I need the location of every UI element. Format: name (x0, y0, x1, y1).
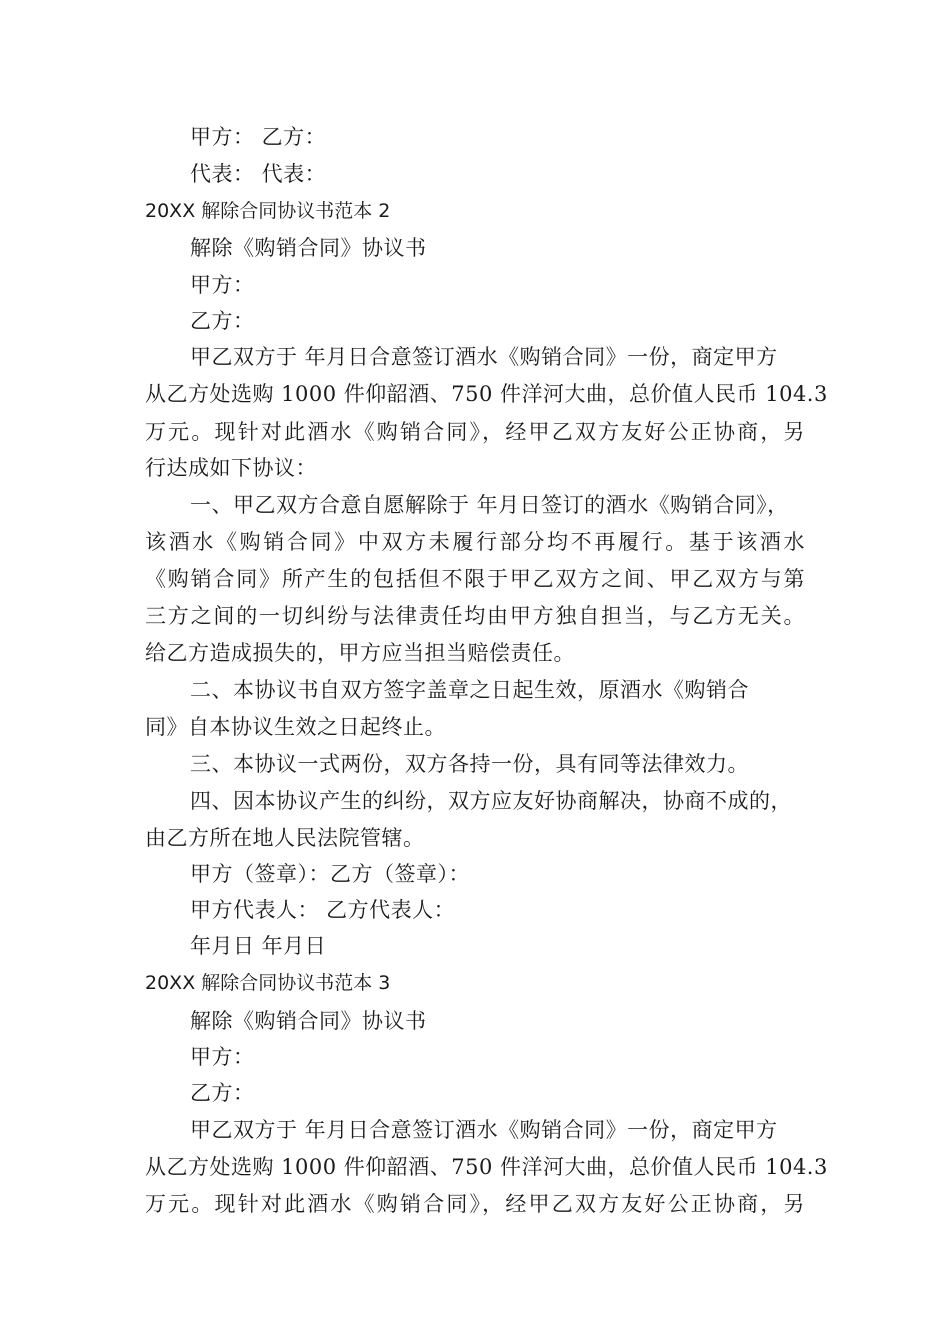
party-b-line: 乙方： (190, 1081, 255, 1105)
clause-1-line: 三方之间的一切纠纷与法律责任均由甲方独自担当，与乙方无关。 (145, 604, 805, 628)
clause-2-line: 同》自本协议生效之日起终止。 (145, 715, 446, 739)
party-b-line: 乙方： (190, 309, 255, 333)
party-a-line: 甲方： (190, 273, 255, 297)
signature-representatives-line: 代表： 代表： (190, 162, 327, 186)
paragraph-line: 从乙方处选购 1000 件仰韶酒、750 件洋河大曲，总价值人民币 104.3 (145, 1155, 828, 1179)
paragraph-line: 万元。现针对此酒水《购销合同》，经甲乙双方友好公正协商，另 (145, 420, 805, 444)
clause-4-line: 四、因本协议产生的纠纷，双方应友好协商解决，协商不成的， (190, 789, 792, 813)
clause-1-line: 一、甲乙双方合意自愿解除于 年月日签订的酒水《购销合同》， (190, 493, 789, 517)
signature-seal-line: 甲方（签章）：乙方（签章）： (190, 862, 470, 886)
paragraph-line: 从乙方处选购 1000 件仰韶酒、750 件洋河大曲，总价值人民币 104.3 (145, 382, 828, 406)
section-heading-2: 20XX 解除合同协议书范本 2 (145, 200, 391, 222)
paragraph-line: 万元。现针对此酒水《购销合同》，经甲乙双方友好公正协商，另 (145, 1192, 805, 1216)
clause-1-line: 给乙方造成损失的，甲方应当担当赔偿责任。 (145, 641, 575, 665)
signature-parties-line: 甲方： 乙方： (190, 125, 327, 149)
clause-4-line: 由乙方所在地人民法院管辖。 (145, 826, 425, 850)
clause-3-line: 三、本协议一式两份，双方各持一份，具有同等法律效力。 (190, 752, 749, 776)
clause-1-line: 该酒水《购销合同》中双方未履行部分均不再履行。基于该酒水 (145, 530, 805, 554)
paragraph-line: 行达成如下协议： (145, 456, 317, 480)
agreement-title: 解除《购销合同》协议书 (190, 1009, 427, 1033)
paragraph-line: 甲乙双方于 年月日合意签订酒水《购销合同》一份，商定甲方 (190, 345, 778, 369)
agreement-title: 解除《购销合同》协议书 (190, 236, 427, 260)
paragraph-line: 甲乙双方于 年月日合意签订酒水《购销合同》一份，商定甲方 (190, 1118, 778, 1142)
clause-2-line: 二、本协议书自双方签字盖章之日起生效，原酒水《购销合 (190, 678, 749, 702)
party-a-line: 甲方： (190, 1045, 255, 1069)
section-heading-3: 20XX 解除合同协议书范本 3 (145, 972, 391, 994)
signature-representatives-line: 甲方代表人： 乙方代表人： (190, 898, 456, 922)
signature-date-line: 年月日 年月日 (190, 934, 327, 958)
clause-1-line: 《购销合同》所产生的包括但不限于甲乙双方之间、甲乙双方与第 (145, 567, 805, 591)
